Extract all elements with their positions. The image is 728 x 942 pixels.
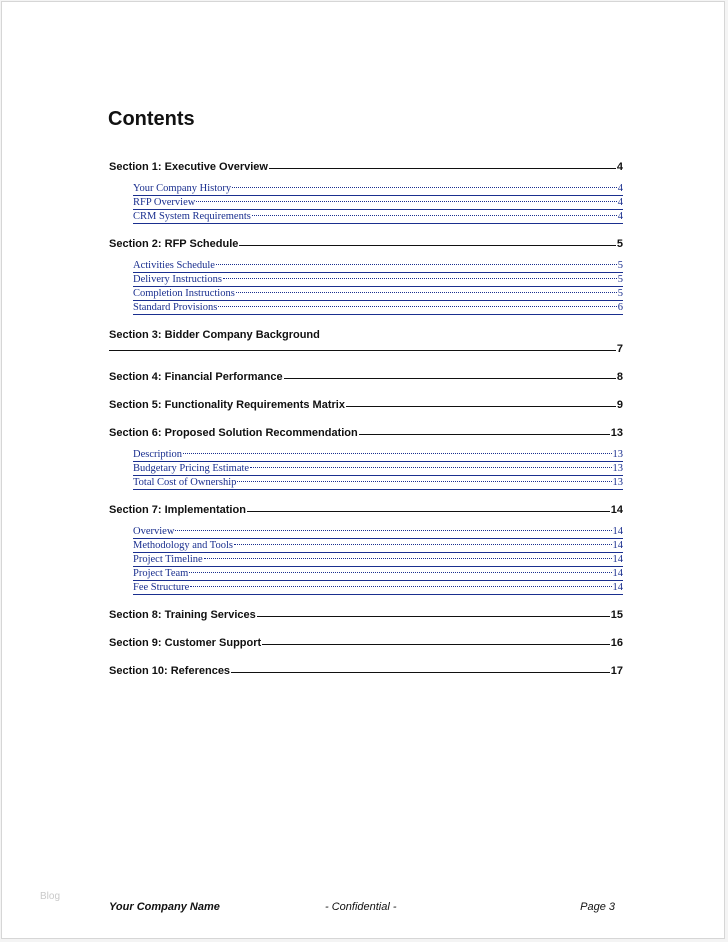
- toc-section-title[interactable]: Section 1: Executive Overview: [109, 161, 268, 173]
- toc-section: [109, 238, 623, 315]
- toc-subsection-page: 13: [612, 449, 623, 460]
- toc-subsection-page: 14: [612, 582, 623, 593]
- toc-subsection-list: [109, 182, 623, 224]
- toc-leader: [190, 586, 611, 587]
- toc-section: [109, 399, 623, 413]
- toc-subsection-link[interactable]: [133, 567, 623, 581]
- toc-section: [109, 665, 623, 679]
- footer-company-name: Your Company Name: [109, 901, 220, 913]
- toc-subsection-title: Completion Instructions: [133, 288, 235, 299]
- toc-subsection-page: 14: [612, 540, 623, 551]
- toc-subsection-title: CRM System Requirements: [133, 211, 251, 222]
- toc-subsection-list: [109, 525, 623, 595]
- toc-section-title[interactable]: Section 8: Training Services: [109, 609, 256, 621]
- toc-leader: [231, 672, 610, 673]
- toc-subsection-title: Methodology and Tools: [133, 540, 233, 551]
- toc-leader: [247, 511, 610, 512]
- toc-section-title[interactable]: Section 3: Bidder Company Background: [109, 329, 320, 341]
- toc-subsection-page: 5: [617, 260, 623, 271]
- toc-leader: [109, 350, 616, 351]
- toc-section-page[interactable]: 17: [610, 665, 623, 677]
- toc-subsection-title: Delivery Instructions: [133, 274, 222, 285]
- toc-subsection-link[interactable]: [133, 476, 623, 490]
- toc-subsection-link[interactable]: [133, 553, 623, 567]
- toc-section: [109, 637, 623, 651]
- toc-leader: [237, 481, 611, 482]
- toc-subsection-title: Fee Structure: [133, 582, 190, 593]
- table-of-contents: [109, 161, 623, 693]
- toc-leader: [223, 278, 617, 279]
- toc-leader: [232, 187, 617, 188]
- toc-subsection-title: Activities Schedule: [133, 260, 215, 271]
- toc-section-page[interactable]: 7: [616, 343, 623, 355]
- toc-subsection-page: 4: [617, 211, 623, 222]
- toc-subsection-page: 13: [612, 463, 623, 474]
- toc-subsection-page: 14: [612, 568, 623, 579]
- toc-leader: [262, 644, 610, 645]
- toc-section-page[interactable]: 13: [610, 427, 623, 439]
- toc-section-page[interactable]: 9: [616, 399, 623, 411]
- toc-subsection-link[interactable]: [133, 448, 623, 462]
- toc-leader: [359, 434, 610, 435]
- toc-subsection-page: 14: [612, 526, 623, 537]
- toc-section-title[interactable]: Section 10: References: [109, 665, 231, 677]
- toc-leader: [218, 306, 616, 307]
- toc-section-title[interactable]: Section 7: Implementation: [109, 504, 246, 516]
- toc-section-page[interactable]: 15: [610, 609, 623, 621]
- toc-subsection-link[interactable]: [133, 182, 623, 196]
- toc-subsection-link[interactable]: [133, 581, 623, 595]
- toc-leader: [250, 467, 611, 468]
- toc-leader: [196, 201, 616, 202]
- toc-leader: [252, 215, 617, 216]
- toc-section: [109, 329, 623, 357]
- toc-section-title[interactable]: Section 2: RFP Schedule: [109, 238, 239, 250]
- toc-section-title[interactable]: Section 9: Customer Support: [109, 637, 262, 649]
- toc-subsection-title: Your Company History: [133, 183, 232, 194]
- toc-subsection-link[interactable]: [133, 273, 623, 287]
- footer-confidential: - Confidential -: [325, 901, 397, 913]
- toc-leader: [257, 616, 610, 617]
- toc-section: [109, 609, 623, 623]
- toc-leader: [284, 378, 616, 379]
- toc-subsection-link[interactable]: [133, 462, 623, 476]
- toc-leader: [175, 530, 611, 531]
- toc-subsection-link[interactable]: [133, 525, 623, 539]
- toc-subsection-page: 5: [617, 274, 623, 285]
- toc-subsection-title: Project Timeline: [133, 554, 203, 565]
- toc-leader: [234, 544, 612, 545]
- toc-section-title[interactable]: Section 5: Functionality Requirements Matrix: [109, 399, 345, 411]
- toc-subsection-title: Overview: [133, 526, 175, 537]
- toc-subsection-page: 4: [617, 183, 623, 194]
- toc-subsection-title: Budgetary Pricing Estimate: [133, 463, 250, 474]
- toc-subsection-title: RFP Overview: [133, 197, 196, 208]
- toc-subsection-link[interactable]: [133, 210, 623, 224]
- toc-section: [109, 371, 623, 385]
- toc-section-page[interactable]: 14: [610, 504, 623, 516]
- toc-subsection-page: 4: [617, 197, 623, 208]
- toc-section-title[interactable]: Section 6: Proposed Solution Recommendation: [109, 427, 358, 439]
- toc-subsection-link[interactable]: [133, 301, 623, 315]
- toc-subsection-title: Project Team: [133, 568, 189, 579]
- toc-subsection-title: Total Cost of Ownership: [133, 477, 237, 488]
- page-title: Contents: [108, 108, 195, 130]
- toc-section-title[interactable]: Section 4: Financial Performance: [109, 371, 283, 383]
- toc-section-page[interactable]: 8: [616, 371, 623, 383]
- toc-section-page[interactable]: 4: [616, 161, 623, 173]
- toc-section: [109, 161, 623, 224]
- toc-leader: [204, 558, 612, 559]
- toc-section: [109, 427, 623, 490]
- toc-subsection-list: [109, 448, 623, 490]
- toc-subsection-link[interactable]: [133, 287, 623, 301]
- toc-subsection-page: 5: [617, 288, 623, 299]
- toc-subsection-title: Standard Provisions: [133, 302, 218, 313]
- toc-leader: [183, 453, 612, 454]
- toc-leader: [269, 168, 616, 169]
- toc-section: [109, 504, 623, 595]
- toc-subsection-title: Description: [133, 449, 182, 460]
- toc-section-page[interactable]: 16: [610, 637, 623, 649]
- toc-leader: [239, 245, 615, 246]
- footer-page-number: Page 3: [580, 901, 615, 913]
- toc-subsection-page: 13: [612, 477, 623, 488]
- toc-subsection-link[interactable]: [133, 196, 623, 210]
- toc-leader: [189, 572, 611, 573]
- toc-subsection-link[interactable]: [133, 539, 623, 553]
- toc-subsection-list: [109, 259, 623, 315]
- toc-leader: [346, 406, 616, 407]
- toc-section-page[interactable]: 5: [616, 238, 623, 250]
- toc-leader: [236, 292, 617, 293]
- toc-subsection-page: 6: [617, 302, 623, 313]
- watermark: Blog: [40, 891, 61, 902]
- toc-leader: [216, 264, 617, 265]
- toc-subsection-link[interactable]: [133, 259, 623, 273]
- toc-subsection-page: 14: [612, 554, 623, 565]
- document-page: [1, 1, 725, 939]
